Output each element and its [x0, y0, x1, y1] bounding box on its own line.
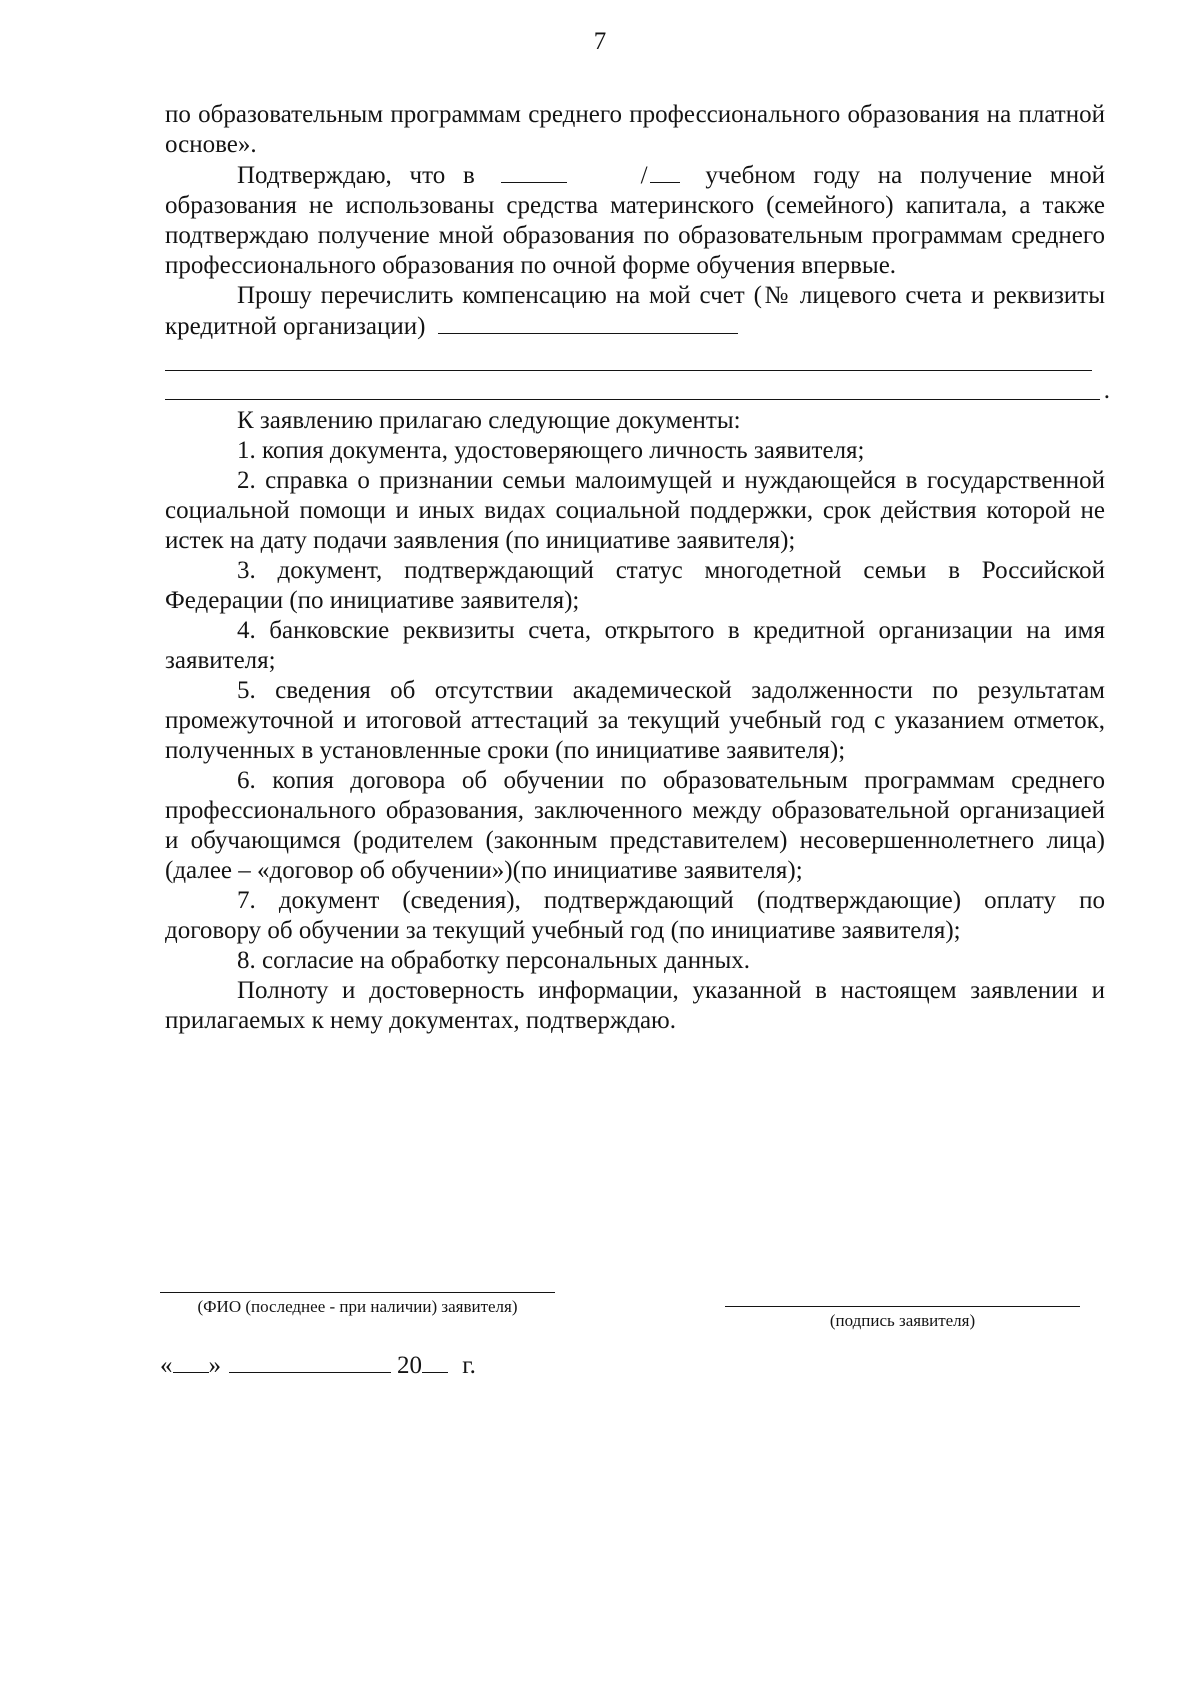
attachment-item-7: 7. документ (сведения), подтверждающий (подтверждающие) оплату по договору об обучении за текущий учебный год (по инициативе заявителя);	[165, 887, 1105, 944]
applicant-signature-line[interactable]	[725, 1306, 1080, 1307]
academic-year-start-blank[interactable]	[501, 160, 567, 183]
document-body	[165, 100, 1110, 1036]
paragraph-continuation: по образовательным программам среднего профессионального образования на платной основе».	[165, 101, 1105, 158]
attachment-item-5: 5. сведения об отсутствии академической задолженности по результатам промежуточной и итоговой аттестаций за текущий учебный год с указанием отметок, полученных в установленные сроки (по инициативе заявителя);	[165, 677, 1105, 764]
page-number: 7	[593, 28, 607, 55]
account-details-period: .	[1103, 377, 1110, 404]
attachments-intro: К заявлению прилагаю следующие документы:	[237, 407, 741, 434]
confirmation-start: Подтверждаю, что в	[237, 162, 475, 189]
date-month-blank[interactable]	[229, 1350, 391, 1373]
date-open-quote: «	[160, 1352, 173, 1379]
date-day-blank[interactable]	[173, 1350, 209, 1373]
paragraph-account-request	[165, 281, 1105, 342]
attachment-item-8: 8. согласие на обработку персональных данных.	[237, 947, 751, 974]
confirmation-end: учебном году на получение мной образования не использованы средства материнского (семейного) капитала, а также подтверждаю получение мной образования по образовательным программам среднего профессионального образования по очной форме обучения впервые.	[165, 162, 1105, 279]
attachment-item-4: 4. банковские реквизиты счета, открытого в кредитной организации на имя заявителя;	[165, 617, 1105, 674]
account-details-blank-2[interactable]	[165, 342, 1092, 371]
applicant-signature-caption: (подпись заявителя)	[829, 1311, 976, 1330]
applicant-name-block	[160, 1292, 555, 1317]
paragraph-confirmation	[165, 160, 1105, 281]
attachment-item-2: 2. справка о признании семьи малоимущей и нуждающейся в государственной социальной помощи и иных видах социальной поддержки, срок действия которой не истек на дату подачи заявления (по инициативе заявителя);	[165, 467, 1105, 554]
date-year-blank[interactable]	[422, 1350, 448, 1373]
date-year-suffix: г.	[462, 1352, 476, 1379]
applicant-name-caption: (ФИО (последнее - при наличии) заявителя)	[197, 1297, 518, 1316]
attachment-item-6: 6. копия договора об обучении по образовательным программам среднего профессионального образования, заключенного между образовательной организацией и обучающимся (родителем (законным представителем) несовершеннолетнего лица) (далее – «договор об обучении»)(по инициативе заявителя);	[165, 767, 1105, 884]
academic-year-slash: /	[640, 162, 648, 189]
date-close-quote: »	[208, 1352, 221, 1379]
date-century: 20	[397, 1352, 422, 1379]
applicant-signature-block	[725, 1306, 1080, 1331]
account-details-blank-1[interactable]	[438, 311, 738, 334]
date-row	[160, 1350, 476, 1380]
academic-year-end-blank[interactable]	[650, 160, 680, 183]
applicant-name-line[interactable]	[160, 1292, 555, 1293]
closing-statement: Полноту и достоверность информации, указанной в настоящем заявлении и прилагаемых к нему документах, подтверждаю.	[165, 977, 1105, 1034]
account-request-text: Прошу перечислить компенсацию на мой счет (№ лицевого счета и реквизиты кредитной организации)	[165, 282, 1105, 340]
account-details-blank-3[interactable]	[165, 371, 1110, 404]
attachment-item-1: 1. копия документа, удостоверяющего личность заявителя;	[237, 437, 865, 464]
attachment-item-3: 3. документ, подтверждающий статус многодетной семьи в Российской Федерации (по инициативе заявителя);	[165, 557, 1105, 614]
